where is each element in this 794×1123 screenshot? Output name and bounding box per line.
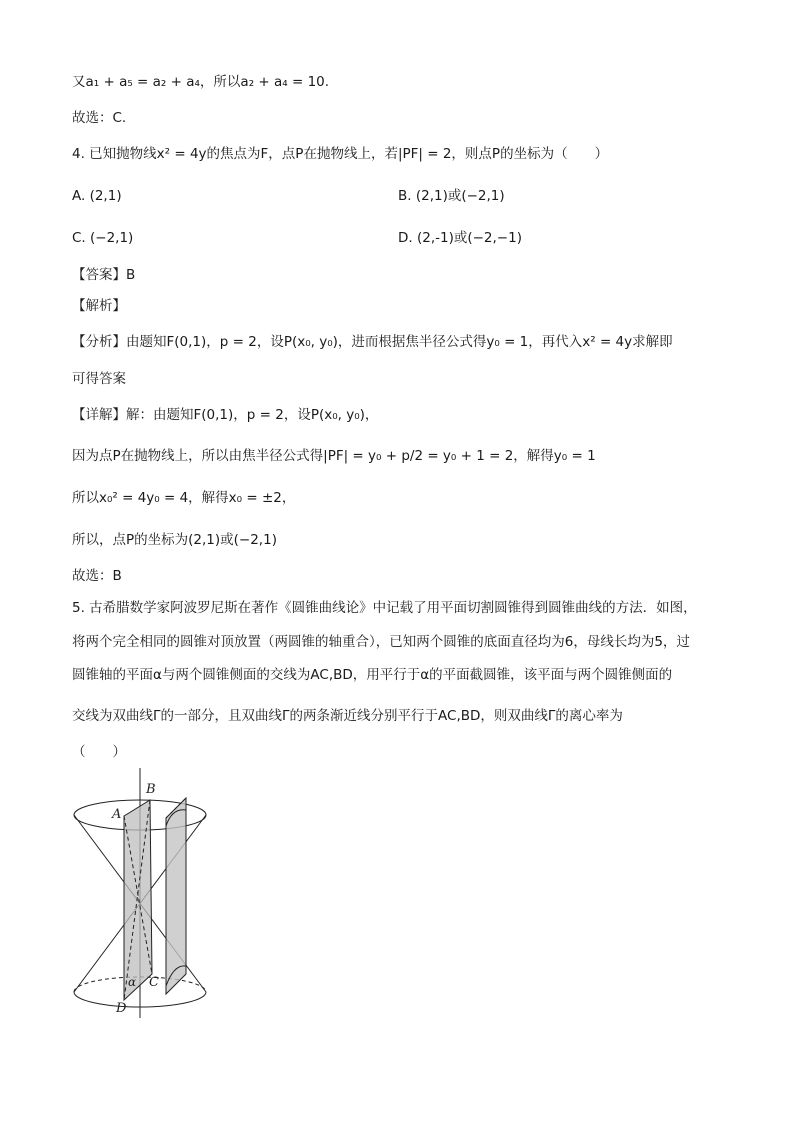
q5-line-1: 5. 古希腊数学家阿波罗尼斯在著作《圆锥曲线论》中记载了用平面切割圆锥得到圆锥曲线的方法．如图， xyxy=(72,600,697,616)
xiangjie-line-4: 所以，点P的坐标为(2,1)或(−2,1) xyxy=(72,532,277,548)
text-line-choose-b: 故选：B xyxy=(72,568,122,584)
q5-line-4: 交线为双曲线Γ的一部分，且双曲线Γ的两条渐近线分别平行于AC,BD，则双曲线Γ的离心率为 xyxy=(72,708,623,724)
label-C: C xyxy=(149,975,159,990)
q4-stem: 4. 已知抛物线x² = 4y的焦点为F，点P在抛物线上，若|PF| = 2，则点P的坐标为（ ） xyxy=(72,146,609,162)
xiangjie-line-1: 【详解】解：由题知F(0,1)，p = 2，设P(x₀, y₀)， xyxy=(72,407,379,423)
text-line-choose-c: 故选：C. xyxy=(72,110,127,126)
q5-line-3: 圆锥轴的平面α与两个圆锥侧面的交线为AC,BD，用平行于α的平面截圆锥，该平面与两个圆锥侧面的 xyxy=(72,667,673,683)
text-line-1: 又a₁ + a₅ = a₂ + a₄，所以a₂ + a₄ = 10. xyxy=(72,74,330,90)
xiangjie-line-3: 所以x₀² = 4y₀ = 4，解得x₀ = ±2， xyxy=(72,490,296,506)
answer-label: 【答案】B xyxy=(72,267,136,283)
cutting-plane xyxy=(166,798,186,994)
label-alpha: α xyxy=(128,975,137,989)
label-A: A xyxy=(112,807,122,822)
q4-option-d: D. (2,-1)或(−2,−1) xyxy=(398,230,522,246)
q5-line-5: （ ） xyxy=(72,744,126,760)
analysis-heading: 【解析】 xyxy=(72,298,126,314)
label-D: D xyxy=(116,1001,127,1016)
q4-option-b: B. (2,1)或(−2,1) xyxy=(398,188,505,204)
xiangjie-line-2: 因为点P在抛物线上，所以由焦半径公式得|PF| = y₀ + p/2 = y₀ + 1 = 2，解得y₀ = 1 xyxy=(72,448,596,464)
q4-option-a: A. (2,1) xyxy=(72,188,122,204)
fenxi-line-2: 可得答案 xyxy=(72,371,126,387)
double-cone-figure xyxy=(62,768,222,1023)
q5-line-2: 将两个完全相同的圆锥对顶放置（两圆锥的轴重合），已知两个圆锥的底面直径均为6，母线长均为5，过 xyxy=(72,634,690,650)
fenxi-line-1: 【分析】由题知F(0,1)，p = 2，设P(x₀, y₀)，进而根据焦半径公式得y₀ = 1，再代入x² = 4y求解即 xyxy=(72,334,673,350)
label-B: B xyxy=(146,782,156,797)
q4-option-c: C. (−2,1) xyxy=(72,230,134,246)
